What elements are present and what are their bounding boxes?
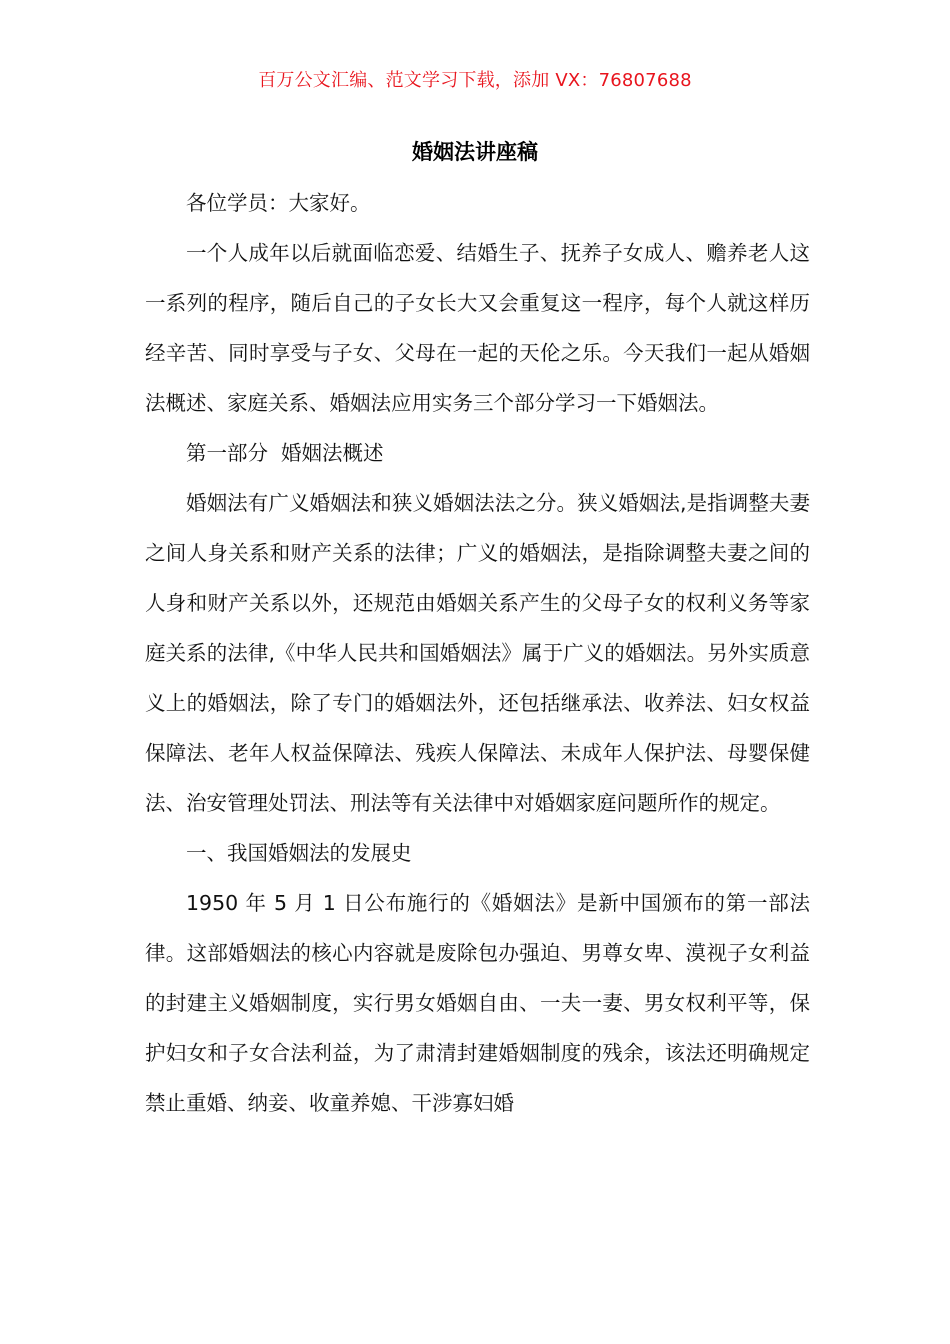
document-body bbox=[145, 178, 810, 1128]
document-title: 婚姻法讲座稿 bbox=[412, 140, 538, 164]
paragraph-definition: 婚姻法有广义婚姻法和狭义婚姻法法之分。狭义婚姻法,是指调整夫妻之间人身关系和财产关系的法律；广义的婚姻法，是指除调整夫妻之间的人身和财产关系以外，还规范由婚姻关系产生的父母子女的权利义务等家庭关系的法律,《中华人民共和国婚姻法》属于广义的婚姻法。另外实质意义上的婚姻法，除了专门的婚姻法外，还包括继承法、收养法、妇女权益保障法、老年人权益保障法、残疾人保障法、未成年人保护法、母婴保健法、治安管理处罚法、刑法等有关法律中对婚姻家庭问题所作的规定。 bbox=[145, 491, 810, 815]
paragraph-greeting: 各位学员：大家好。 bbox=[186, 191, 371, 215]
subsection-heading-history: 一、我国婚姻法的发展史 bbox=[186, 841, 412, 865]
paragraph-history: 1950 年 5 月 1 日公布施行的《婚姻法》是新中国颁布的第一部法律。这部婚姻法的核心内容就是废除包办强迫、男尊女卑、漠视子女利益的封建主义婚姻制度，实行男女婚姻自由、一夫一妻、男女权利平等，保护妇女和子女合法利益，为了肃清封建婚姻制度的残余，该法还明确规定禁止重婚、纳妾、收童养媳、干涉寡妇婚 bbox=[145, 891, 810, 1115]
paragraph-intro: 一个人成年以后就面临恋爱、结婚生子、抚养子女成人、赡养老人这一系列的程序，随后自己的子女长大又会重复这一程序，每个人就这样历经辛苦、同时享受与子女、父母在一起的天伦之乐。今天我们一起从婚姻法概述、家庭关系、婚姻法应用实务三个部分学习一下婚姻法。 bbox=[145, 241, 810, 415]
header-notice: 百万公文汇编、范文学习下载，添加 VX：76807688 bbox=[258, 70, 692, 91]
section-heading-part-one: 第一部分 婚姻法概述 bbox=[186, 441, 384, 465]
